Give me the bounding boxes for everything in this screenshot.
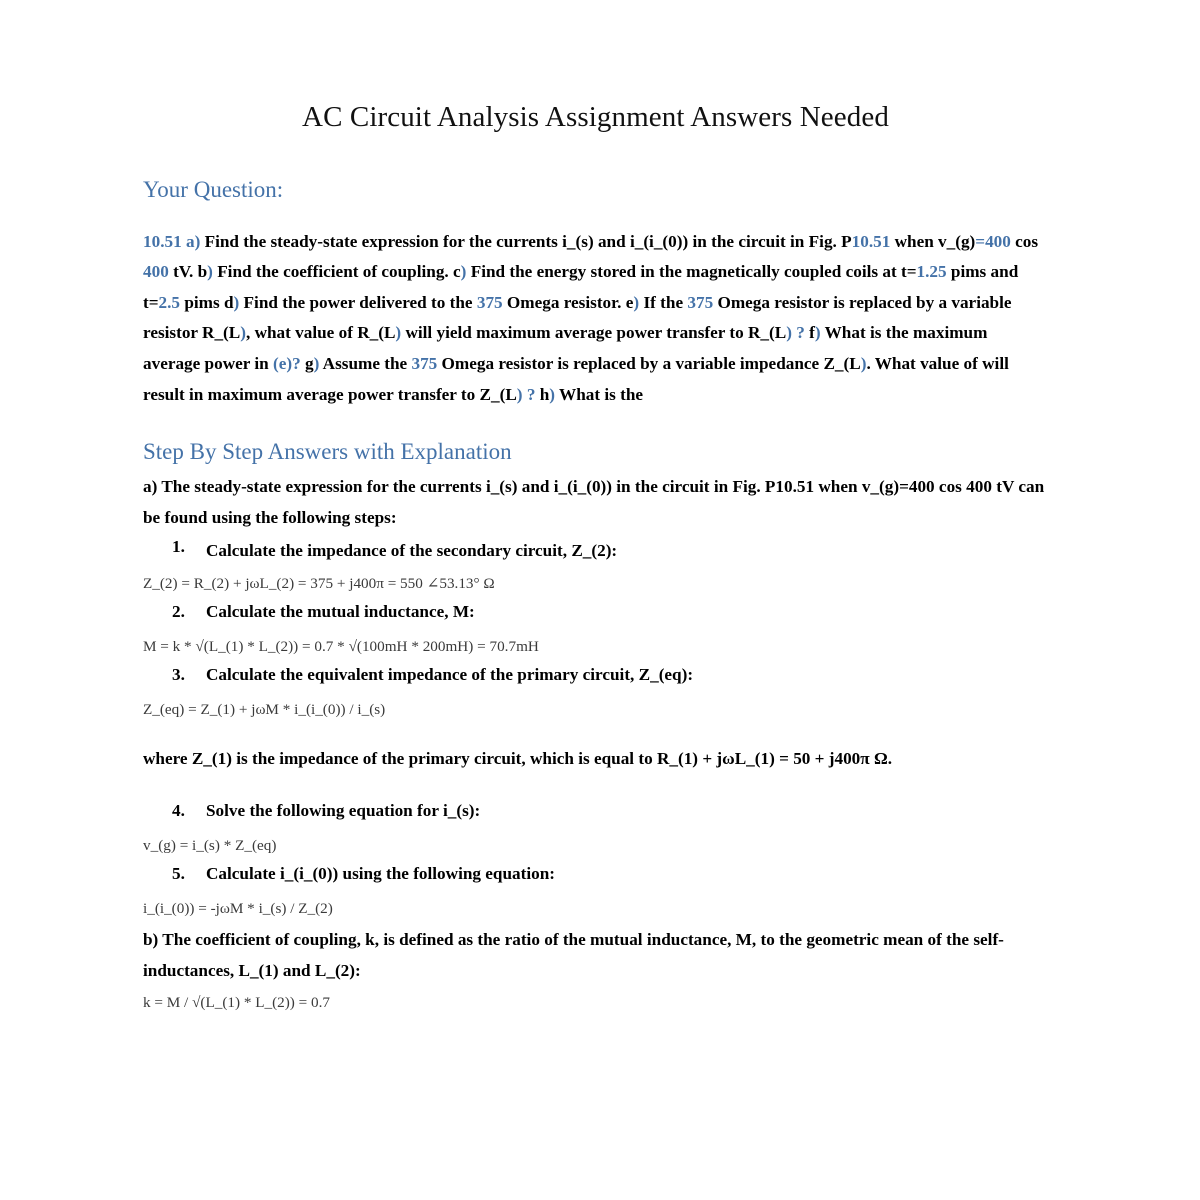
part-paren-f: ) xyxy=(814,323,821,343)
question-text-1: Find the steady-state expression for the currents i_(s) and i_(i_(0)) in the circuit in Fig. P xyxy=(204,231,852,251)
part-label-d: d xyxy=(223,292,234,312)
value-eq-400: =400 xyxy=(975,231,1011,251)
answer-intro-paragraph xyxy=(143,469,1048,533)
rl-paren-3: ) xyxy=(786,323,792,343)
where-note-paragraph: where Z_(1) is the impedance of the primary circuit, which is equal to R_(1) + jωL_(1) = 50 + j400π Ω. xyxy=(143,749,893,769)
fig-number: 10.51 xyxy=(851,231,891,251)
question-text-10: Omega resistor. xyxy=(506,292,622,312)
question-text-17: Assume the xyxy=(322,353,408,373)
part-label-h: h xyxy=(539,384,550,404)
question-text-15: ? xyxy=(796,323,805,343)
answer-part-label-b: b) xyxy=(143,930,159,950)
part-paren-d: ) xyxy=(233,292,240,312)
list-item xyxy=(143,797,1048,825)
list-item-number: 4. xyxy=(172,801,185,821)
value-375-c: 375 xyxy=(411,353,438,373)
question-text-14: will yield maximum average power transfer to R_(L xyxy=(405,323,787,343)
value-400: 400 xyxy=(143,262,169,282)
part-label-f: f xyxy=(809,323,815,343)
question-text-6: Find the energy stored in the magnetically coupled coils at t= xyxy=(470,262,917,282)
question-text-21: What is the xyxy=(559,384,644,404)
list-item xyxy=(143,661,1048,689)
page-title: AC Circuit Analysis Assignment Answers Needed xyxy=(302,101,889,133)
list-item xyxy=(143,533,1048,565)
list-item-label: Calculate the equivalent impedance of the primary circuit, Z_(eq): xyxy=(206,665,694,685)
part-label-c: c xyxy=(453,262,461,282)
question-text-18: Omega resistor is replaced by a variable impedance Z_(L xyxy=(441,353,861,373)
rl-paren-1: ) xyxy=(240,323,246,343)
part-label-b: b xyxy=(197,262,208,282)
steps-list xyxy=(143,860,1048,888)
list-item-label: Calculate the mutual inductance, M: xyxy=(206,602,475,622)
value-1-25: 1.25 xyxy=(916,262,947,282)
question-text-16: What is the maximum average power in xyxy=(143,323,988,373)
steps-list xyxy=(143,598,1048,626)
formula-ii0: i_(i_(0)) = -jωM * i_(s) / Z_(2) xyxy=(143,899,333,917)
formula-vg: v_(g) = i_(s) * Z_(eq) xyxy=(143,836,277,854)
part-paren-g: ) xyxy=(313,353,320,373)
part-paren-b: ) xyxy=(207,262,213,282)
formula-z2: Z_(2) = R_(2) + jωL_(2) = 375 + j400π = 550 ∠53.13° Ω xyxy=(143,574,495,592)
formula-zeq: Z_(eq) = Z_(1) + jωM * i_(i_(0)) / i_(s) xyxy=(143,700,386,718)
reference-part-e: (e)? xyxy=(273,353,301,373)
question-text-19: . What value of will result in maximum average power transfer to Z_(L xyxy=(143,353,1009,404)
section-heading-step-by-step-answers: Step By Step Answers with Explanation xyxy=(143,439,512,465)
formula-coupling-coefficient: k = M / √(L_(1) * L_(2)) = 0.7 xyxy=(143,994,331,1012)
list-item-number: 1. xyxy=(172,537,185,557)
list-item xyxy=(143,598,1048,626)
formula-mutual-inductance: M = k * √(L_(1) * L_(2)) = 0.7 * √(100mH * 200mH) = 70.7mH xyxy=(143,637,539,655)
part-label-e: e xyxy=(625,292,634,312)
list-item-number: 5. xyxy=(172,864,185,884)
question-text-20: ? xyxy=(526,384,536,404)
steps-list xyxy=(143,661,1048,689)
list-item-label: Solve the following equation for i_(s): xyxy=(206,801,481,821)
part-label-a: a xyxy=(185,231,195,251)
question-text-2: when v_(g) xyxy=(894,231,976,251)
list-item-number: 2. xyxy=(172,602,185,622)
question-text-8: pims xyxy=(184,292,220,312)
list-item xyxy=(143,860,1048,888)
question-text-7: pims and t= xyxy=(143,262,1019,312)
value-375-a: 375 xyxy=(476,292,503,312)
question-text-11: If the xyxy=(643,292,684,312)
question-text-5: Find the coefficient of coupling. xyxy=(217,262,449,282)
question-paragraph xyxy=(143,205,1048,411)
answer-part-b-text: The coefficient of coupling, k, is defined as the ratio of the mutual inductance, M, to the geometric mean of the self-inductances, L_(1) and L_(2): xyxy=(143,930,1004,980)
list-item-number: 3. xyxy=(172,665,185,685)
answer-intro-text: The steady-state expression for the currents i_(s) and i_(i_(0)) in the circuit in Fig. P10.51 when v_(g)=400 cos 400 tV can be found using the following steps: xyxy=(143,476,1045,527)
answer-part-b-paragraph xyxy=(143,923,1048,986)
steps-list xyxy=(143,533,1048,565)
part-paren-c: ) xyxy=(460,262,467,282)
question-text-4: tV. xyxy=(173,262,194,282)
part-paren-h: ) xyxy=(549,384,555,404)
list-item-label: Calculate the impedance of the secondary circuit, Z_(2): xyxy=(206,541,618,561)
steps-list xyxy=(143,775,1048,825)
zl-paren-1: ) xyxy=(860,353,867,373)
value-375-b: 375 xyxy=(687,292,714,312)
problem-number: 10.51 xyxy=(143,231,182,251)
zl-paren-2: ) xyxy=(516,384,523,404)
question-text-9: Find the power delivered to the xyxy=(243,292,473,312)
document-content xyxy=(143,0,1048,1015)
answer-part-label-a: a) xyxy=(143,476,158,496)
question-text-13: , what value of R_(L xyxy=(245,323,396,343)
value-2-5: 2.5 xyxy=(158,292,181,312)
part-paren-a: ) xyxy=(194,231,201,251)
part-paren-e: ) xyxy=(633,292,640,312)
part-label-g: g xyxy=(304,353,314,373)
question-text-3: cos xyxy=(1015,231,1039,251)
question-text-12: Omega resistor is replaced by a variable resistor R_(L xyxy=(143,292,1012,343)
rl-paren-2: ) xyxy=(395,323,402,343)
section-heading-your-question: Your Question: xyxy=(143,176,284,202)
list-item-label: Calculate i_(i_(0)) using the following equation: xyxy=(206,864,556,884)
